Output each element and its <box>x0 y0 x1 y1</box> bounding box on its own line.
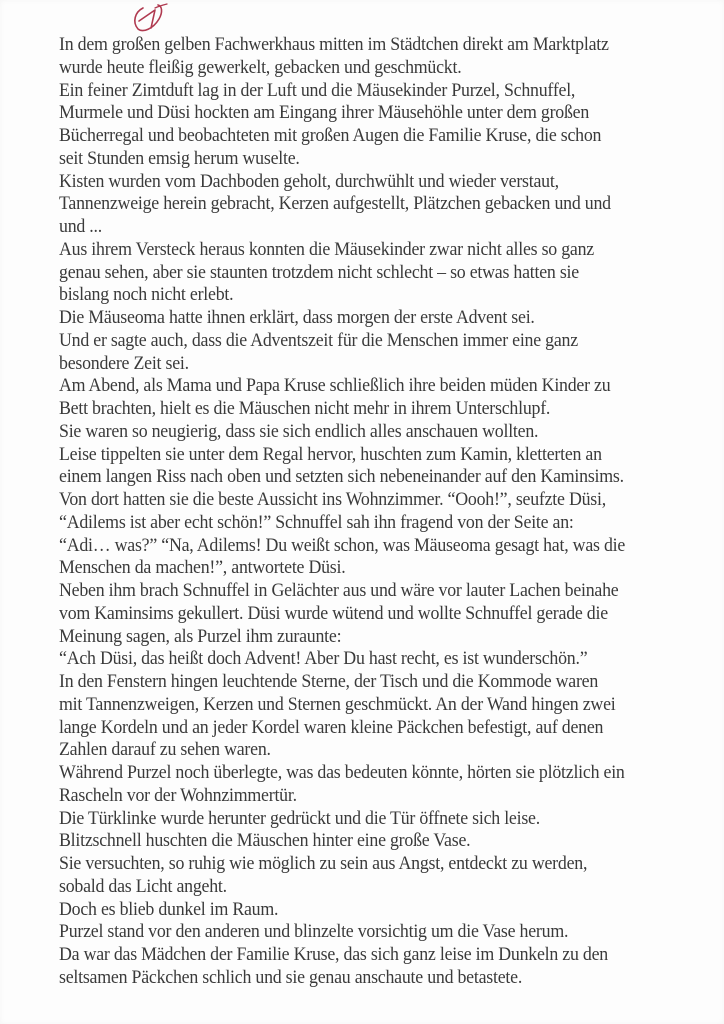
text-line: Tannenzweige herein gebracht, Kerzen aufgestellt, Plätzchen gebacken und und <box>59 193 611 215</box>
text-line: Und er sagte auch, dass die Adventszeit für die Menschen immer eine ganz <box>59 329 578 351</box>
text-line: Da war das Mädchen der Familie Kruse, das sich ganz leise im Dunkeln zu den <box>59 944 608 965</box>
text-line: In dem großen gelben Fachwerkhaus mitten im Städtchen direkt am Marktplatz <box>59 34 609 55</box>
text-line: Kisten wurden vom Dachboden geholt, durchwühlt und wieder verstaut, <box>59 170 559 192</box>
text-line: seltsamen Päckchen schlich und sie genau anschaute und betastete. <box>59 966 523 988</box>
text-line: Neben ihm brach Schnuffel in Gelächter aus und wäre vor lauter Lachen beinahe <box>59 580 619 601</box>
text-line: Sie waren so neugierig, dass sie sich endlich alles anschauen wollten. <box>59 420 539 442</box>
text-line: Bücherregal und beobachteten mit großen Augen die Familie Kruse, die schon <box>59 125 602 146</box>
text-line: wurde heute fleißig gewerkelt, gebacken und geschmückt. <box>59 56 462 78</box>
text-line: bislang noch nicht erlebt. <box>59 284 234 306</box>
text-line: Leise tippelten sie unter dem Regal hervor, huschten zum Kamin, kletterten an <box>59 443 602 465</box>
text-line: Murmele und Düsi hockten am Eingang ihrer Mäusehöhle unter dem großen <box>59 102 590 124</box>
text-line: Die Türklinke wurde herunter gedrückt und die Tür öffnete sich leise. <box>59 807 540 829</box>
text-line: Purzel stand vor den anderen und blinzelte vorsichtig um die Vase herum. <box>59 921 569 943</box>
text-line: Die Mäuseoma hatte ihnen erklärt, dass morgen der erste Advent sei. <box>59 307 535 328</box>
text-line: Sie versuchten, so ruhig wie möglich zu sein aus Angst, entdeckt zu werden, <box>59 853 588 874</box>
text-line: Während Purzel noch überlegte, was das bedeuten könnte, hörten sie plötzlich ein <box>59 762 625 783</box>
text-line: vom Kaminsims gekullert. Düsi wurde wütend und wollte Schnuffel gerade die <box>59 602 608 624</box>
text-line: lange Kordeln und an jeder Kordel waren kleine Päckchen befestigt, auf denen <box>59 716 604 738</box>
text-line: Zahlen darauf zu sehen waren. <box>59 739 271 761</box>
text-line: einem langen Riss nach oben und setzten sich nebeneinander auf den Kaminsims. <box>59 466 624 488</box>
text-line: Am Abend, als Mama und Papa Kruse schließlich ihre beiden müden Kinder zu <box>59 375 611 397</box>
text-line: Doch es blieb dunkel im Raum. <box>59 898 279 920</box>
text-line: In den Fenstern hingen leuchtende Sterne, der Tisch und die Kommode waren <box>59 671 599 692</box>
text-line: sobald das Licht angeht. <box>59 875 227 897</box>
text-line: “Adi… was?” “Na, Adilems! Du weißt schon, was Mäuseoma gesagt hat, was die <box>59 534 626 556</box>
text-line: Blitzschnell huschten die Mäuschen hinter eine große Vase. <box>59 830 471 852</box>
text-line: mit Tannenzweigen, Kerzen und Sternen geschmückt. An der Wand hingen zwei <box>59 693 616 715</box>
text-line: Von dort hatten sie die beste Aussicht ins Wohnzimmer. “Oooh!”, seufzte Düsi, <box>59 489 606 510</box>
text-line: seit Stunden emsig herum wuselte. <box>59 147 300 169</box>
text-line: “Ach Düsi, das heißt doch Advent! Aber Du hast recht, es ist wunderschön.” <box>59 648 588 670</box>
text-line: “Adilems ist aber echt schön!” Schnuffel sah ihn fragend von der Seite an: <box>59 511 574 533</box>
text-line: und ... <box>59 216 102 237</box>
handwritten-page-number-icon <box>129 2 173 34</box>
text-line: Ein feiner Zimtduft lag in der Luft und die Mäusekinder Purzel, Schnuffel, <box>59 79 576 101</box>
text-line: Menschen da machen!”, antwortete Düsi. <box>59 557 346 579</box>
text-line: Meinung sagen, als Purzel ihm zuraunte: <box>59 625 342 647</box>
text-line: Aus ihrem Versteck heraus konnten die Mäusekinder zwar nicht alles so ganz <box>59 238 594 260</box>
story-text <box>59 34 719 990</box>
text-line: Bett brachten, hielt es die Mäuschen nicht mehr in ihrem Unterschlupf. <box>59 398 551 419</box>
text-line: besondere Zeit sei. <box>59 352 189 374</box>
text-line: Rascheln vor der Wohnzimmertür. <box>59 784 297 806</box>
text-line: genau sehen, aber sie staunten trotzdem nicht schlecht – so etwas hatten sie <box>59 261 579 283</box>
